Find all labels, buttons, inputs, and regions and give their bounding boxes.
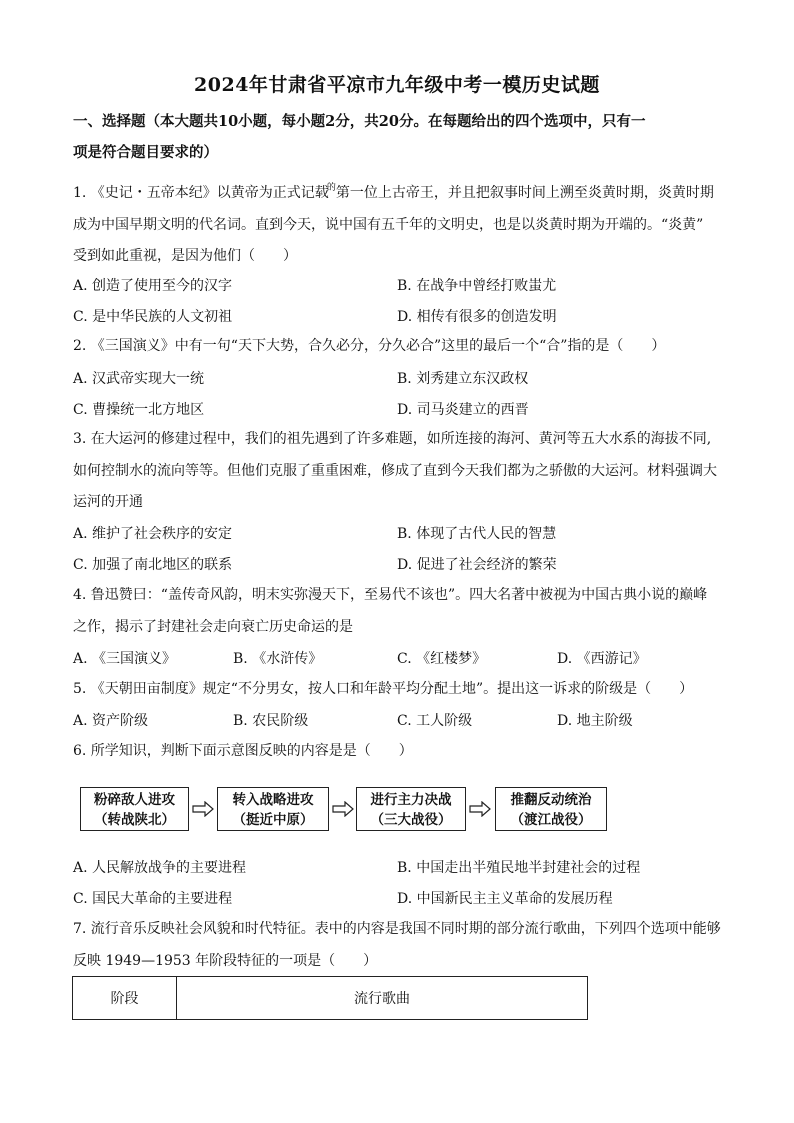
question-2-option-a[interactable]: A. 汉武帝实现大一统 xyxy=(73,371,205,387)
section-heading-line: 项是符合题目要求的） xyxy=(73,144,218,161)
question-5-option-a[interactable]: A. 资产阶级 xyxy=(73,713,149,729)
question-stem-line: 3. 在大运河的修建过程中，我们的祖先遇到了许多难题，如所连接的海河、黄河等五大水系的海拔不同, xyxy=(73,431,712,447)
question-4-stem xyxy=(73,580,725,643)
table-header-cell: 流行歌曲 xyxy=(177,977,588,1020)
question-2-option-c[interactable]: C. 曹操统一北方地区 xyxy=(73,402,205,418)
question-6-option-a[interactable]: A. 人民解放战争的主要进程 xyxy=(73,860,247,876)
question-5-option-b[interactable]: B. 农民阶级 xyxy=(233,713,309,729)
question-3-option-c[interactable]: C. 加强了南北地区的联系 xyxy=(73,557,233,573)
question-6-option-d[interactable]: D. 中国新民主主义革命的发展历程 xyxy=(397,891,613,907)
section-heading-line: 一、选择题（本大题共10小题，每小题2分，共20分。在每题给出的四个选项中，只有一 xyxy=(73,113,646,130)
question-stem-line: 如何控制水的流向等等。但他们克服了重重困难，修成了直到今天我们都为之骄傲的大运河。材料强调大 xyxy=(73,462,717,479)
question-4-option-d[interactable]: D. 《西游记》 xyxy=(557,651,647,667)
question-stem-line: 之作，揭示了封建社会走向衰亡历史命运的是 xyxy=(73,618,353,635)
question-4-option-b[interactable]: B. 《水浒传》 xyxy=(233,651,323,667)
question-3-option-a[interactable]: A. 维护了社会秩序的安定 xyxy=(73,526,233,542)
flow-box-4: 推翻反动统治 （渡江战役） xyxy=(495,787,607,831)
question-4-option-a[interactable]: A. 《三国演义》 xyxy=(73,651,177,667)
question-stem-line: 6. 所学知识，判断下面示意图反映的内容是是（ ） xyxy=(73,743,413,759)
question-4-option-c[interactable]: C. 《红楼梦》 xyxy=(397,651,487,667)
question-stem-line: 4. 鲁迅赞曰：“盖传奇风韵，明末实弥漫天下，至易代不该也”。四大名著中被视为中国古典小说的巅峰 xyxy=(73,587,708,603)
question-stem-line: 5. 《天朝田亩制度》规定“不分男女，按人口和年龄平均分配土地”。提出这一诉求的阶级是（ ） xyxy=(73,681,694,697)
question-stem-line: 2. 《三国演义》中有一句“天下大势，合久必分，分久必合”这里的最后一个“合”指的是（ ） xyxy=(73,338,666,354)
flow-arrow-icon xyxy=(332,801,354,817)
flow-arrow-icon xyxy=(469,801,491,817)
question-1-option-a[interactable]: A. 创造了使用至今的汉字 xyxy=(73,278,233,294)
table-header-row xyxy=(73,977,588,1020)
question-stem-line: 运河的开通 xyxy=(73,494,143,510)
exam-title: 2024年甘肃省平凉市九年级中考一模历史试题 xyxy=(194,74,600,96)
question-stem-line: 反映 1949—1953 年阶段特征的一项是（ ） xyxy=(73,952,378,969)
songs-table xyxy=(72,976,588,1020)
question-5-option-d[interactable]: D. 地主阶级 xyxy=(557,713,633,729)
question-1-option-b[interactable]: B. 在战争中曾经打败蚩尤 xyxy=(397,278,557,294)
question-3-stem xyxy=(73,424,725,519)
flow-box-2: 转入战略进攻 （挺近中原） xyxy=(217,787,329,831)
question-stem-line: 7. 流行音乐反映社会风貌和时代特征。表中的内容是我国不同时期的部分流行歌曲，下列四个选项中能够 xyxy=(73,921,721,937)
question-6-option-b[interactable]: B. 中国走出半殖民地半封建社会的过程 xyxy=(397,860,641,876)
question-stem-line: 受到如此重视，是因为他们（ ） xyxy=(73,248,297,264)
question-6-stem xyxy=(73,736,725,768)
question-1-option-c[interactable]: C. 是中华民族的人文初祖 xyxy=(73,309,233,325)
question-2-option-b[interactable]: B. 刘秀建立东汉政权 xyxy=(397,371,529,387)
question-5-stem xyxy=(73,674,725,706)
table-header-cell: 阶段 xyxy=(73,977,177,1020)
section-heading xyxy=(73,106,723,168)
question-7-stem xyxy=(73,914,725,977)
question-1-option-d[interactable]: D. 相传有很多的创造发明 xyxy=(397,309,557,325)
question-1-stem xyxy=(73,173,725,273)
question-3-option-d[interactable]: D. 促进了社会经济的繁荣 xyxy=(397,557,557,573)
flow-diagram xyxy=(80,787,620,833)
question-3-option-b[interactable]: B. 体现了古代人民的智慧 xyxy=(397,526,557,542)
question-stem-line: 成为中国早期文明的代名词。直到今天，说中国有五千年的文明史，也是以炎黄时期为开端的。“炎黄” xyxy=(73,216,704,233)
flow-arrow-icon xyxy=(192,801,214,817)
question-5-option-c[interactable]: C. 工人阶级 xyxy=(397,713,473,729)
flow-box-1: 粉碎敌人进攻 （转战陕北） xyxy=(80,787,189,831)
question-2-stem xyxy=(73,331,725,363)
question-stem-line: 1. 《史记・五帝本纪》以黄帝为正式记载$^的$第一位上古帝王，并且把叙事时间上溯至炎黄时期，炎黄时期 xyxy=(73,183,714,201)
question-6-option-c[interactable]: C. 国民大革命的主要进程 xyxy=(73,891,233,907)
superscript-char: 的 xyxy=(326,183,336,193)
question-2-option-d[interactable]: D. 司马炎建立的西晋 xyxy=(397,402,529,418)
flow-box-3: 进行主力决战 （三大战役） xyxy=(356,787,466,831)
